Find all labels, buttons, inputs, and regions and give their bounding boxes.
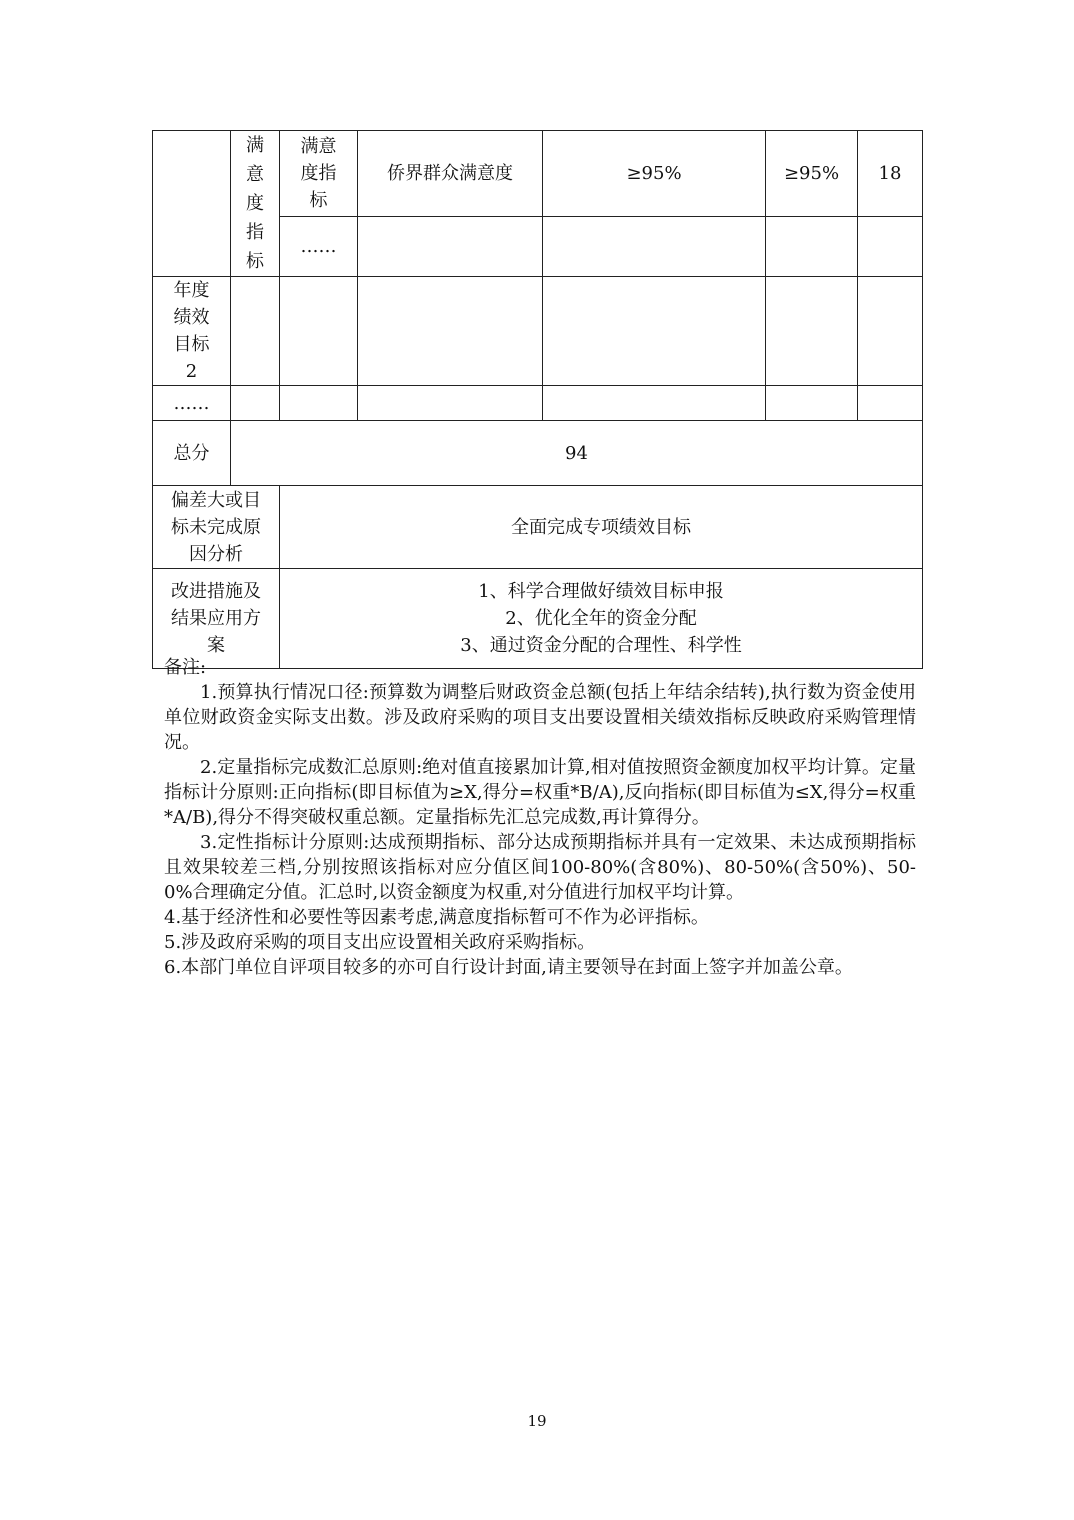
empty-cell bbox=[280, 277, 358, 386]
improvement-label-cell bbox=[153, 569, 280, 669]
note-3: 3.定性指标计分原则:达成预期指标、部分达成预期指标并具有一定效果、未达成预期指标且效果较差三档,分别按照该指标对应分值区间100-80%(含80%)、80-50%(含50%)、50-0%合理确定分值。汇总时,以资金额度为权重,对分值进行加权平均计算。 bbox=[164, 832, 916, 903]
satisfaction-group-cell bbox=[231, 131, 280, 277]
deviation-value: 全面完成专项绩效目标 bbox=[280, 486, 923, 569]
empty-cell bbox=[858, 216, 923, 277]
goal2-label: 年度绩效目标2 bbox=[173, 280, 210, 382]
improvement-item: 1、科学合理做好绩效目标申报 bbox=[478, 581, 724, 602]
empty-cell bbox=[153, 131, 231, 277]
table-row bbox=[153, 569, 923, 669]
note-1: 1.预算执行情况口径:预算数为调整后财政资金总额(包括上年结余结转),执行数为资金使用单位财政资金实际支出数。涉及政府采购的项目支出要设置相关绩效指标反映政府采购管理情况。 bbox=[164, 682, 916, 753]
indicator-score: 18 bbox=[858, 131, 923, 217]
empty-cell bbox=[766, 216, 858, 277]
empty-cell bbox=[543, 386, 766, 421]
page-number: 19 bbox=[527, 1412, 547, 1430]
table-row bbox=[153, 486, 923, 569]
indicator-target: ≥95% bbox=[543, 131, 766, 217]
empty-cell bbox=[358, 216, 543, 277]
note-2: 2.定量指标完成数汇总原则:绝对值直接累加计算,相对值按照资金额度加权平均计算。定量指标计分原则:正向指标(即目标值为≥X,得分=权重*B/A),反向指标(即目标值为≤X,得分=权重*A/B),得分不得突破权重总额。定量指标先汇总完成数,再计算得分。 bbox=[164, 757, 916, 828]
note-4: 4.基于经济性和必要性等因素考虑,满意度指标暂可不作为必评指标。 bbox=[164, 907, 709, 928]
notes-section bbox=[164, 655, 916, 980]
deviation-label-cell bbox=[153, 486, 280, 569]
table-row bbox=[153, 421, 923, 486]
table-row bbox=[153, 277, 923, 386]
notes-title: 备注: bbox=[164, 657, 207, 678]
empty-cell bbox=[358, 277, 543, 386]
empty-cell bbox=[766, 277, 858, 386]
empty-cell bbox=[280, 386, 358, 421]
empty-cell bbox=[543, 216, 766, 277]
satisfaction-subgroup-label: 满意度指标 bbox=[300, 135, 337, 211]
satisfaction-group-label: 满意度指标 bbox=[245, 135, 264, 272]
improvement-item: 2、优化全年的资金分配 bbox=[505, 608, 697, 629]
total-value: 94 bbox=[231, 421, 923, 486]
indicator-actual: ≥95% bbox=[766, 131, 858, 217]
improvement-label: 改进措施及结果应用方案 bbox=[170, 581, 261, 656]
improvement-item: 3、通过资金分配的合理性、科学性 bbox=[460, 635, 742, 656]
table-row bbox=[153, 131, 923, 217]
note-6: 6.本部门单位自评项目较多的亦可自行设计封面,请主要领导在封面上签字并加盖公章。 bbox=[164, 957, 853, 978]
performance-table bbox=[152, 130, 923, 669]
total-label: 总分 bbox=[153, 421, 231, 486]
empty-cell bbox=[543, 277, 766, 386]
table-row bbox=[153, 386, 923, 421]
goal2-cell bbox=[153, 277, 231, 386]
empty-cell bbox=[231, 277, 280, 386]
indicator-name: 侨界群众满意度 bbox=[358, 131, 543, 217]
note-5: 5.涉及政府采购的项目支出应设置相关政府采购指标。 bbox=[164, 932, 596, 953]
satisfaction-subgroup-cell bbox=[280, 131, 358, 217]
deviation-label: 偏差大或目标未完成原因分析 bbox=[170, 489, 261, 565]
more-rows-label: …… bbox=[153, 386, 231, 421]
empty-cell bbox=[858, 386, 923, 421]
empty-cell bbox=[766, 386, 858, 421]
empty-cell bbox=[358, 386, 543, 421]
empty-cell bbox=[858, 277, 923, 386]
satisfaction-more: …… bbox=[280, 216, 358, 277]
improvement-list bbox=[280, 569, 923, 669]
empty-cell bbox=[231, 386, 280, 421]
